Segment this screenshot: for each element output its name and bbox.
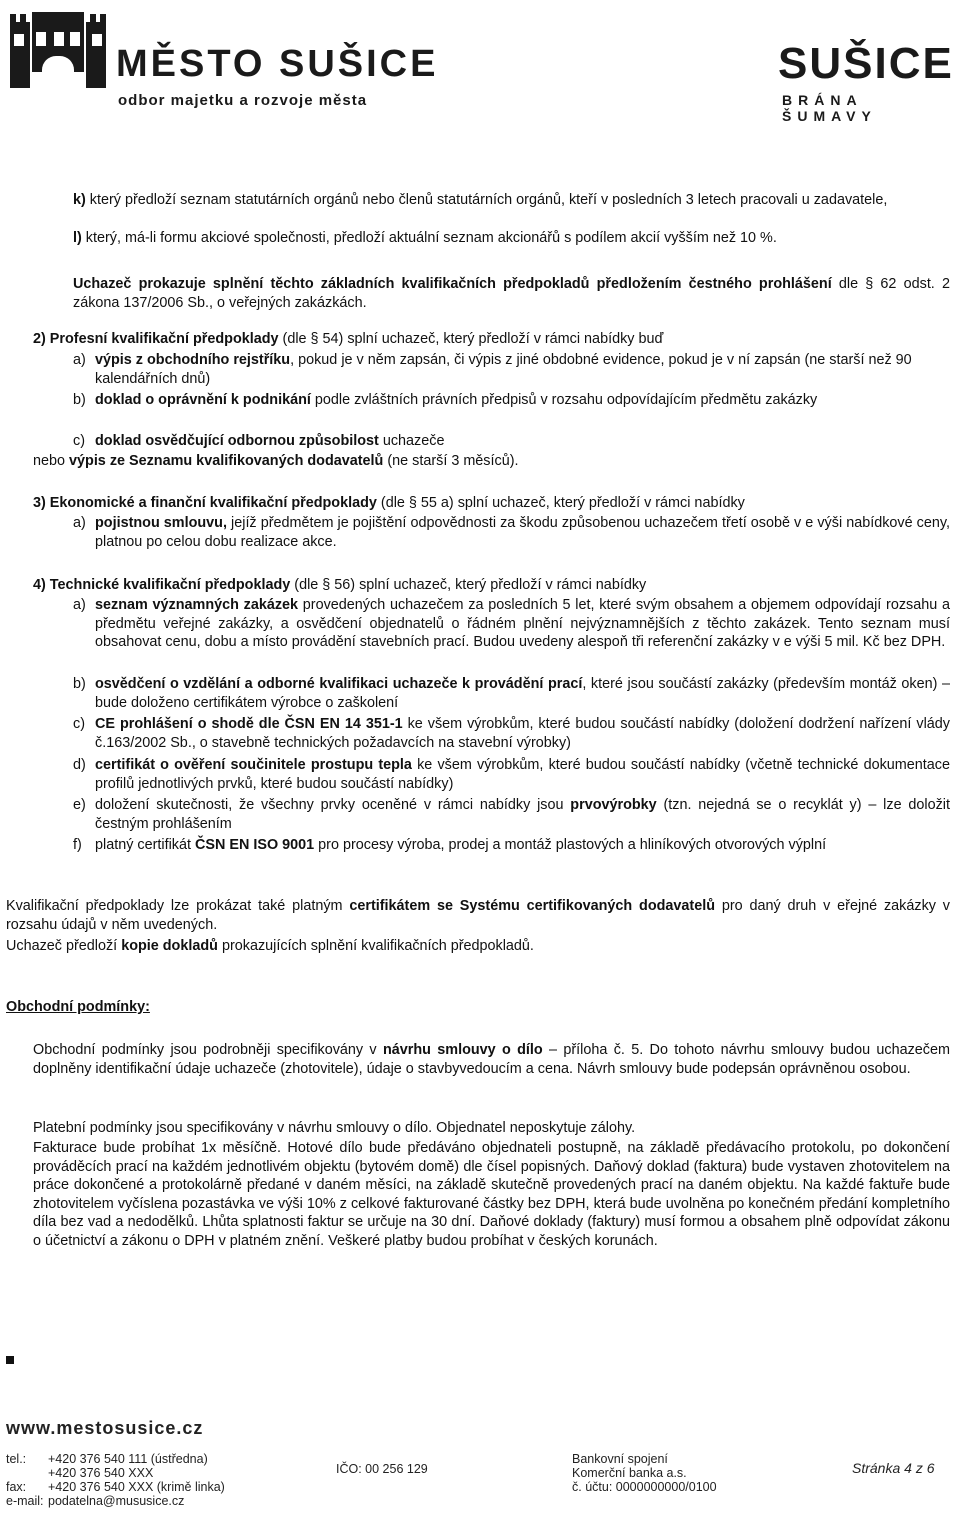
- section-4-item-a: a) seznam významných zakázek provedených uchazečem za posledních 5 let, které svým obsahem a objemem odpovídají rozsahu a předmětu veřejné zakázky, a osvědčení objednatelů o řádném plnění nejvýznamnějších z těchto zakázek. Tento seznam musí obsahovat cenu, dobu a místo provádění stavebních prací. Budou uvedeny alespoň tři referenční zakázky v e výši 5 mil. Kč bez DPH.: [73, 597, 950, 651]
- footer-contacts: tel.: +420 376 540 111 (ústředna) +420 376 540 XXX fax: +420 376 540 XXX (krimě linka) e-mail: podatelna@mususice.cz: [6, 1452, 225, 1508]
- section-2-intro: 2) Profesní kvalifikační předpoklady (dle § 54) splní uchazeč, který předloží v rámci nabídky buď: [33, 331, 664, 347]
- section-3-intro: 3) Ekonomické a finanční kvalifikační předpoklady (dle § 55 a) splní uchazeč, který předloží v rámci nabídky: [33, 495, 745, 511]
- section-4-item-c: c) CE prohlášení o shodě dle ČSN EN 14 351-1 ke všem výrobkům, které budou součástí nabídky (doložení dodržení nařízení vlády č.163/2002 Sb., o stavebně technických požadavcích na stavební výrobky): [73, 716, 950, 751]
- terms-invoicing-paragraph: Fakturace bude probíhat 1x měsíčně. Hotové dílo bude předáváno objednateli postupně, na základě předávacího protokolu, po dokončení prováděcích prací na každém jednotlivém objektu (bytovém domě) dle čísel popisných. Daňový doklad (faktura) bude vystaven zhotovitelem na práce dokončené a protokolárně předané v daném měsíci, na základě skutečně provedených prací na daném objektu. Na každé faktuře bude zhotovitelem vyčíslena pozastávka ve výši 10% z celkové fakturované částky bez DPH, která bude uvolněna po konečném předání kompletního díla bez vad a nedodělků. Lhůta splatnosti faktur se určuje na 30 dní. Daňové doklady (faktury) musí formou a obsahem plně odpovídat zákonu o účetnictví a zákonu o DPH v platném znění. Veškeré platby budou probíhat v českých korunách.: [33, 1140, 950, 1249]
- footer-ico: IČO: 00 256 129: [336, 1462, 428, 1476]
- terms-payment-paragraph: Platební podmínky jsou specifikovány v návrhu smlouvy o dílo. Objednatel neposkytuje zálohy.: [33, 1120, 636, 1136]
- section-4-item-f: f) platný certifikát ČSN EN ISO 9001 pro procesy výroba, prodej a montáž plastových a hliníkových otvorových výplní: [73, 837, 827, 853]
- item-l: l) který, má-li formu akciové společnosti, předloží aktuální seznam akcionářů s podílem akcií vyšším než 10 %.: [73, 230, 777, 246]
- copies-note: Uchazeč předloží kopie dokladů prokazujících splnění kvalifikačních předpokladů.: [6, 938, 534, 954]
- item-k: k) který předloží seznam statutárních orgánů nebo členů statutárních orgánů, kteří v posledních 3 letech pracovali u zadavatele,: [73, 192, 888, 208]
- page-number: Stránka 4 z 6: [852, 1460, 935, 1476]
- section-2-alternative: nebo výpis ze Seznamu kvalifikovaných dodavatelů (ne starší 3 měsíců).: [33, 453, 519, 469]
- section-4-item-d: d) certifikát o ověření součinitele prostupu tepla ke všem výrobkům, které budou součástí nabídky (včetně technické dokumentace profilů jednotlivých prvků, které budou součástí nabídky): [73, 757, 950, 792]
- footer-bank: Bankovní spojení Komerční banka a.s. č. účtu: 0000000000/0100: [572, 1452, 717, 1494]
- section-4-item-b: b) osvědčení o vzdělání a odborné kvalifikaci uchazeče k provádění prací, které jsou součástí zakázky (především montáž oken) – bude doloženo certifikátem výrobce o zaškolení: [73, 676, 950, 711]
- terms-heading: Obchodní podmínky:: [6, 999, 150, 1015]
- section-2-item-c: c) doklad osvědčující odbornou způsobilost uchazeče: [73, 433, 445, 449]
- brand-tagline: BRÁNA ŠUMAVY: [782, 92, 877, 124]
- section-2-item-a: a) výpis z obchodního rejstříku, pokud je v něm zapsán, či výpis z jiné obdobné evidence, pokud je v ní zapsán (ne starší než 90 kalendářních dnů): [73, 352, 912, 387]
- city-subtitle: odbor majetku a rozvoje města: [118, 92, 368, 109]
- section-4-intro: 4) Technické kvalifikační předpoklady (dle § 56) splní uchazeč, který předloží v rámci nabídky: [33, 577, 647, 593]
- footer-website: www.mestosusice.cz: [6, 1418, 204, 1438]
- coat-of-arms-icon: [6, 4, 110, 94]
- certificate-note: Kvalifikační předpoklady lze prokázat také platným certifikátem se Systému certifikovaných dodavatelů pro daný druh v eřejné zakázky v rozsahu údajů v něm uvedených.: [6, 898, 950, 933]
- basic-qualification-summary: Uchazeč prokazuje splnění těchto základních kvalifikačních předpokladů předložením čestného prohlášení dle § 62 odst. 2 zákona 137/2006 Sb., o veřejných zakázkách.: [73, 276, 950, 311]
- brand-logo-text: SUŠICE: [778, 39, 954, 88]
- section-3-item-a: a) pojistnou smlouvu, jejíž předmětem je pojištění odpovědnosti za škodu způsobenou uchazečem třetí osobě v e výši nabídkové ceny, platnou po celou dobu realizace akce.: [73, 515, 950, 550]
- terms-contract-paragraph: Obchodní podmínky jsou podrobněji specifikovány v návrhu smlouvy o dílo – příloha č. 5. Do tohoto návrhu smlouvy budou uchazečem doplněny identifikační údaje uchazeče (zhotovitele), údaje o stavbyvedoucím a cena. Návrh smlouvy bude podepsán oprávněnou osobou.: [33, 1042, 950, 1077]
- city-title: MĚSTO SUŠICE: [116, 43, 439, 85]
- bullet-mark: [6, 1356, 14, 1364]
- section-2-item-b: b) doklad o oprávnění k podnikání podle zvláštních právních předpisů v rozsahu odpovídajícím předmětu zakázky: [73, 392, 818, 408]
- section-4-item-e: e) doložení skutečnosti, že všechny prvky oceněné v rámci nabídky jsou prvovýrobky (tzn. nejedná se o recyklát y) – lze doložit čestným prohlášením: [73, 797, 950, 832]
